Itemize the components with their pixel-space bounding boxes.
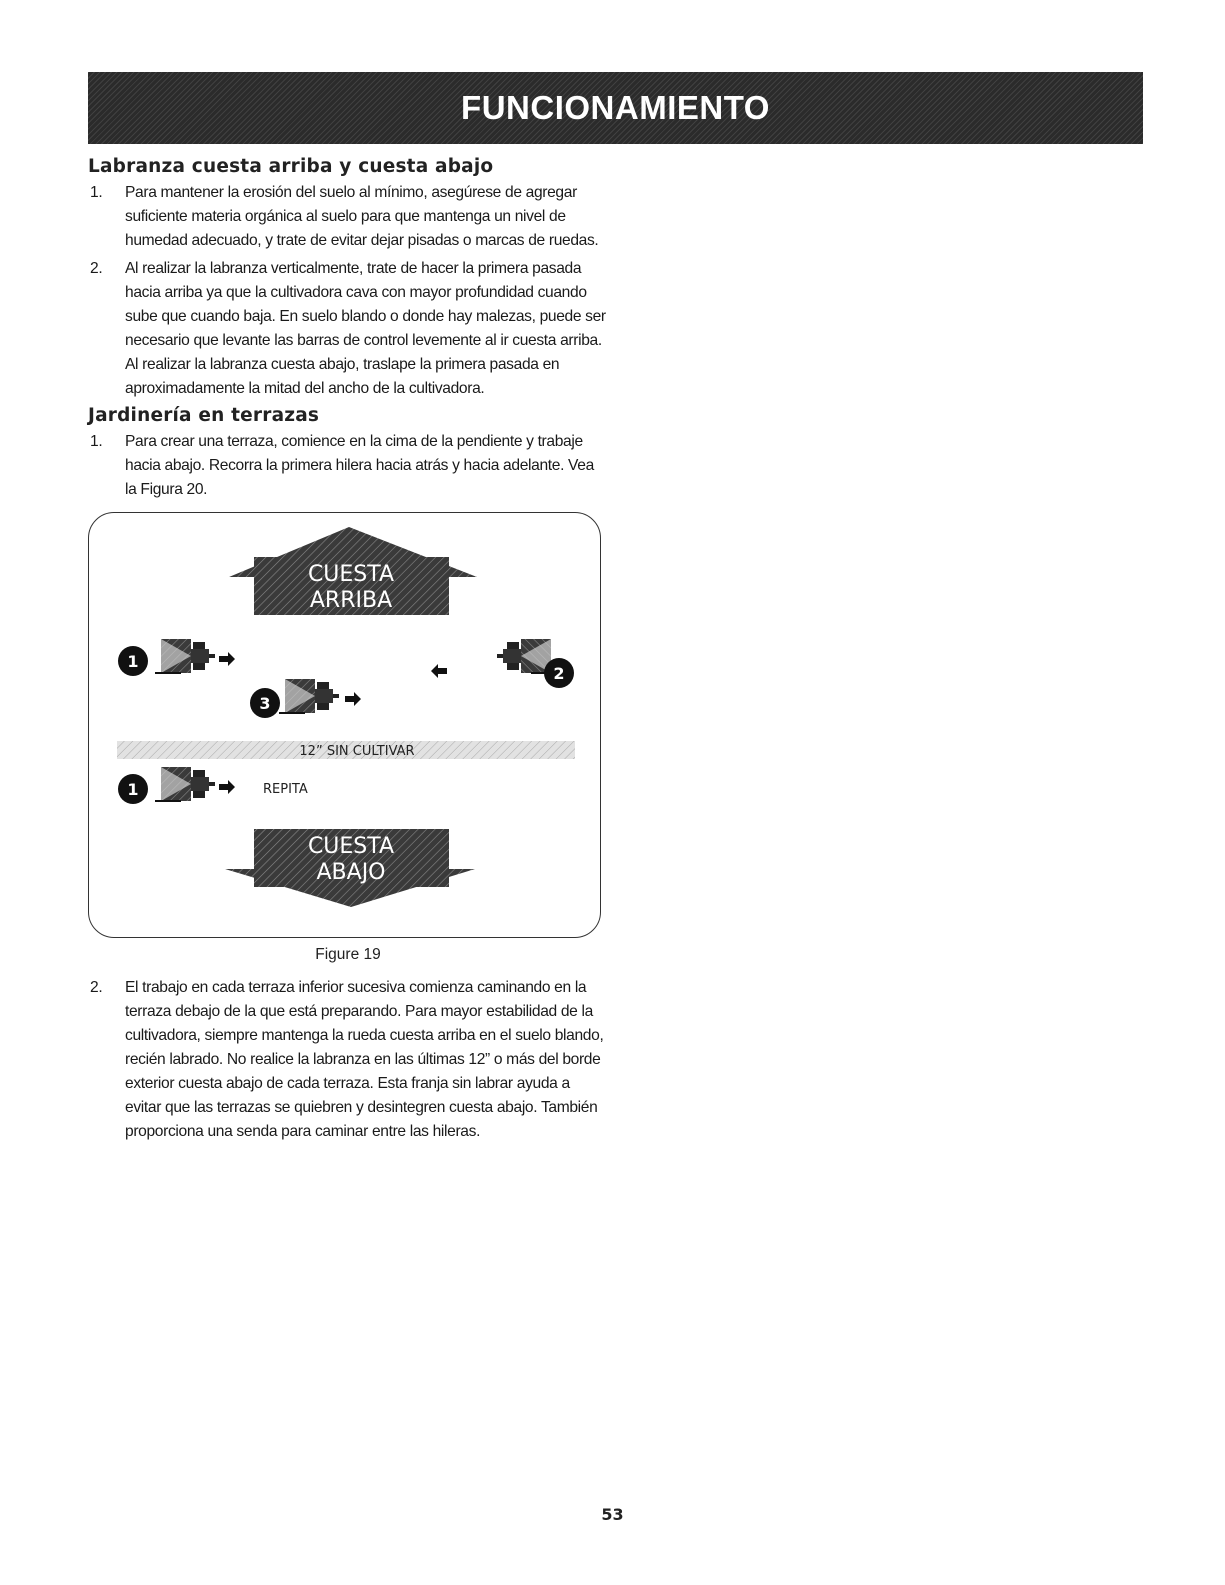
item-text: Para mantener la erosión del suelo al mínimo, asegúrese de agregar suficiente materia orgánica al suelo para que mantenga un nivel de humedad adecuado, y trate de evitar dejar pisadas o marcas de ruedas.	[125, 184, 599, 249]
list-item	[88, 181, 608, 253]
strip-label: 12” SIN CULTIVAR	[299, 744, 415, 759]
uphill-label-line1: CUESTA	[307, 562, 395, 587]
list-terrazas-continued	[88, 976, 608, 1144]
section-heading-terrazas: Jardinería en terrazas	[88, 405, 320, 426]
tiller-pass-repeat	[118, 767, 235, 804]
list-item	[88, 257, 608, 401]
marker-repeat-label: 1	[127, 780, 139, 799]
marker-2-label: 2	[553, 664, 565, 683]
figure-caption: Figure 19	[315, 946, 381, 963]
marker-1-label: 1	[127, 652, 139, 671]
uphill-label-line2: ARRIBA	[309, 588, 393, 613]
tiller-pass-2	[431, 639, 574, 688]
marker-3-label: 3	[259, 694, 271, 713]
page-number: 53	[601, 1505, 624, 1524]
list-labranza	[88, 181, 608, 401]
item-number: 2.	[90, 260, 103, 277]
item-number: 1.	[90, 433, 103, 450]
list-terrazas	[88, 430, 608, 502]
banner-title: FUNCIONAMIENTO	[461, 89, 770, 126]
list-item	[88, 976, 608, 1144]
terrace-diagram	[88, 512, 601, 938]
section-heading-labranza: Labranza cuesta arriba y cuesta abajo	[88, 156, 494, 177]
item-text: Al realizar la labranza verticalmente, trate de hacer la primera pasada hacia arriba ya que la cultivadora cava con mayor profundidad cuando sube que cuando baja. En suelo blando o donde hay malezas, puede ser necesario que levante las barras de control levemente al ir cuesta arriba. Al realizar la labranza cuesta abajo, traslape la primera pasada en aproximadamente la mitad del ancho de la cultivadora.	[125, 260, 606, 397]
main-column	[88, 156, 608, 1148]
tiller-pass-3	[250, 679, 361, 718]
tiller-pass-1	[118, 639, 235, 676]
downhill-label-line1: CUESTA	[307, 834, 395, 859]
terrace-diagram-svg	[89, 513, 602, 939]
item-text: Para crear una terraza, comience en la cima de la pendiente y trabaje hacia abajo. Recorra la primera hilera hacia atrás y hacia adelante. Vea la Figura 20.	[125, 433, 594, 498]
section-banner	[88, 72, 1143, 144]
list-item	[88, 430, 608, 502]
downhill-label-line2: ABAJO	[316, 860, 386, 885]
repeat-label: REPITA	[263, 782, 308, 797]
item-text: El trabajo en cada terraza inferior sucesiva comienza caminando en la terraza debajo de la que está preparando. Para mayor estabilidad de la cultivadora, siempre mantenga la rueda cuesta arriba en el suelo blando, recién labrado. No realice la labranza en las últimas 12” o más del borde exterior cuesta abajo de cada terraza. Esta franja sin labrar ayuda a evitar que las terrazas se quiebren y desintegren cuesta abajo. También proporciona una senda para caminar entre las hileras.	[125, 979, 604, 1140]
item-number: 1.	[90, 184, 103, 201]
item-number: 2.	[90, 979, 103, 996]
